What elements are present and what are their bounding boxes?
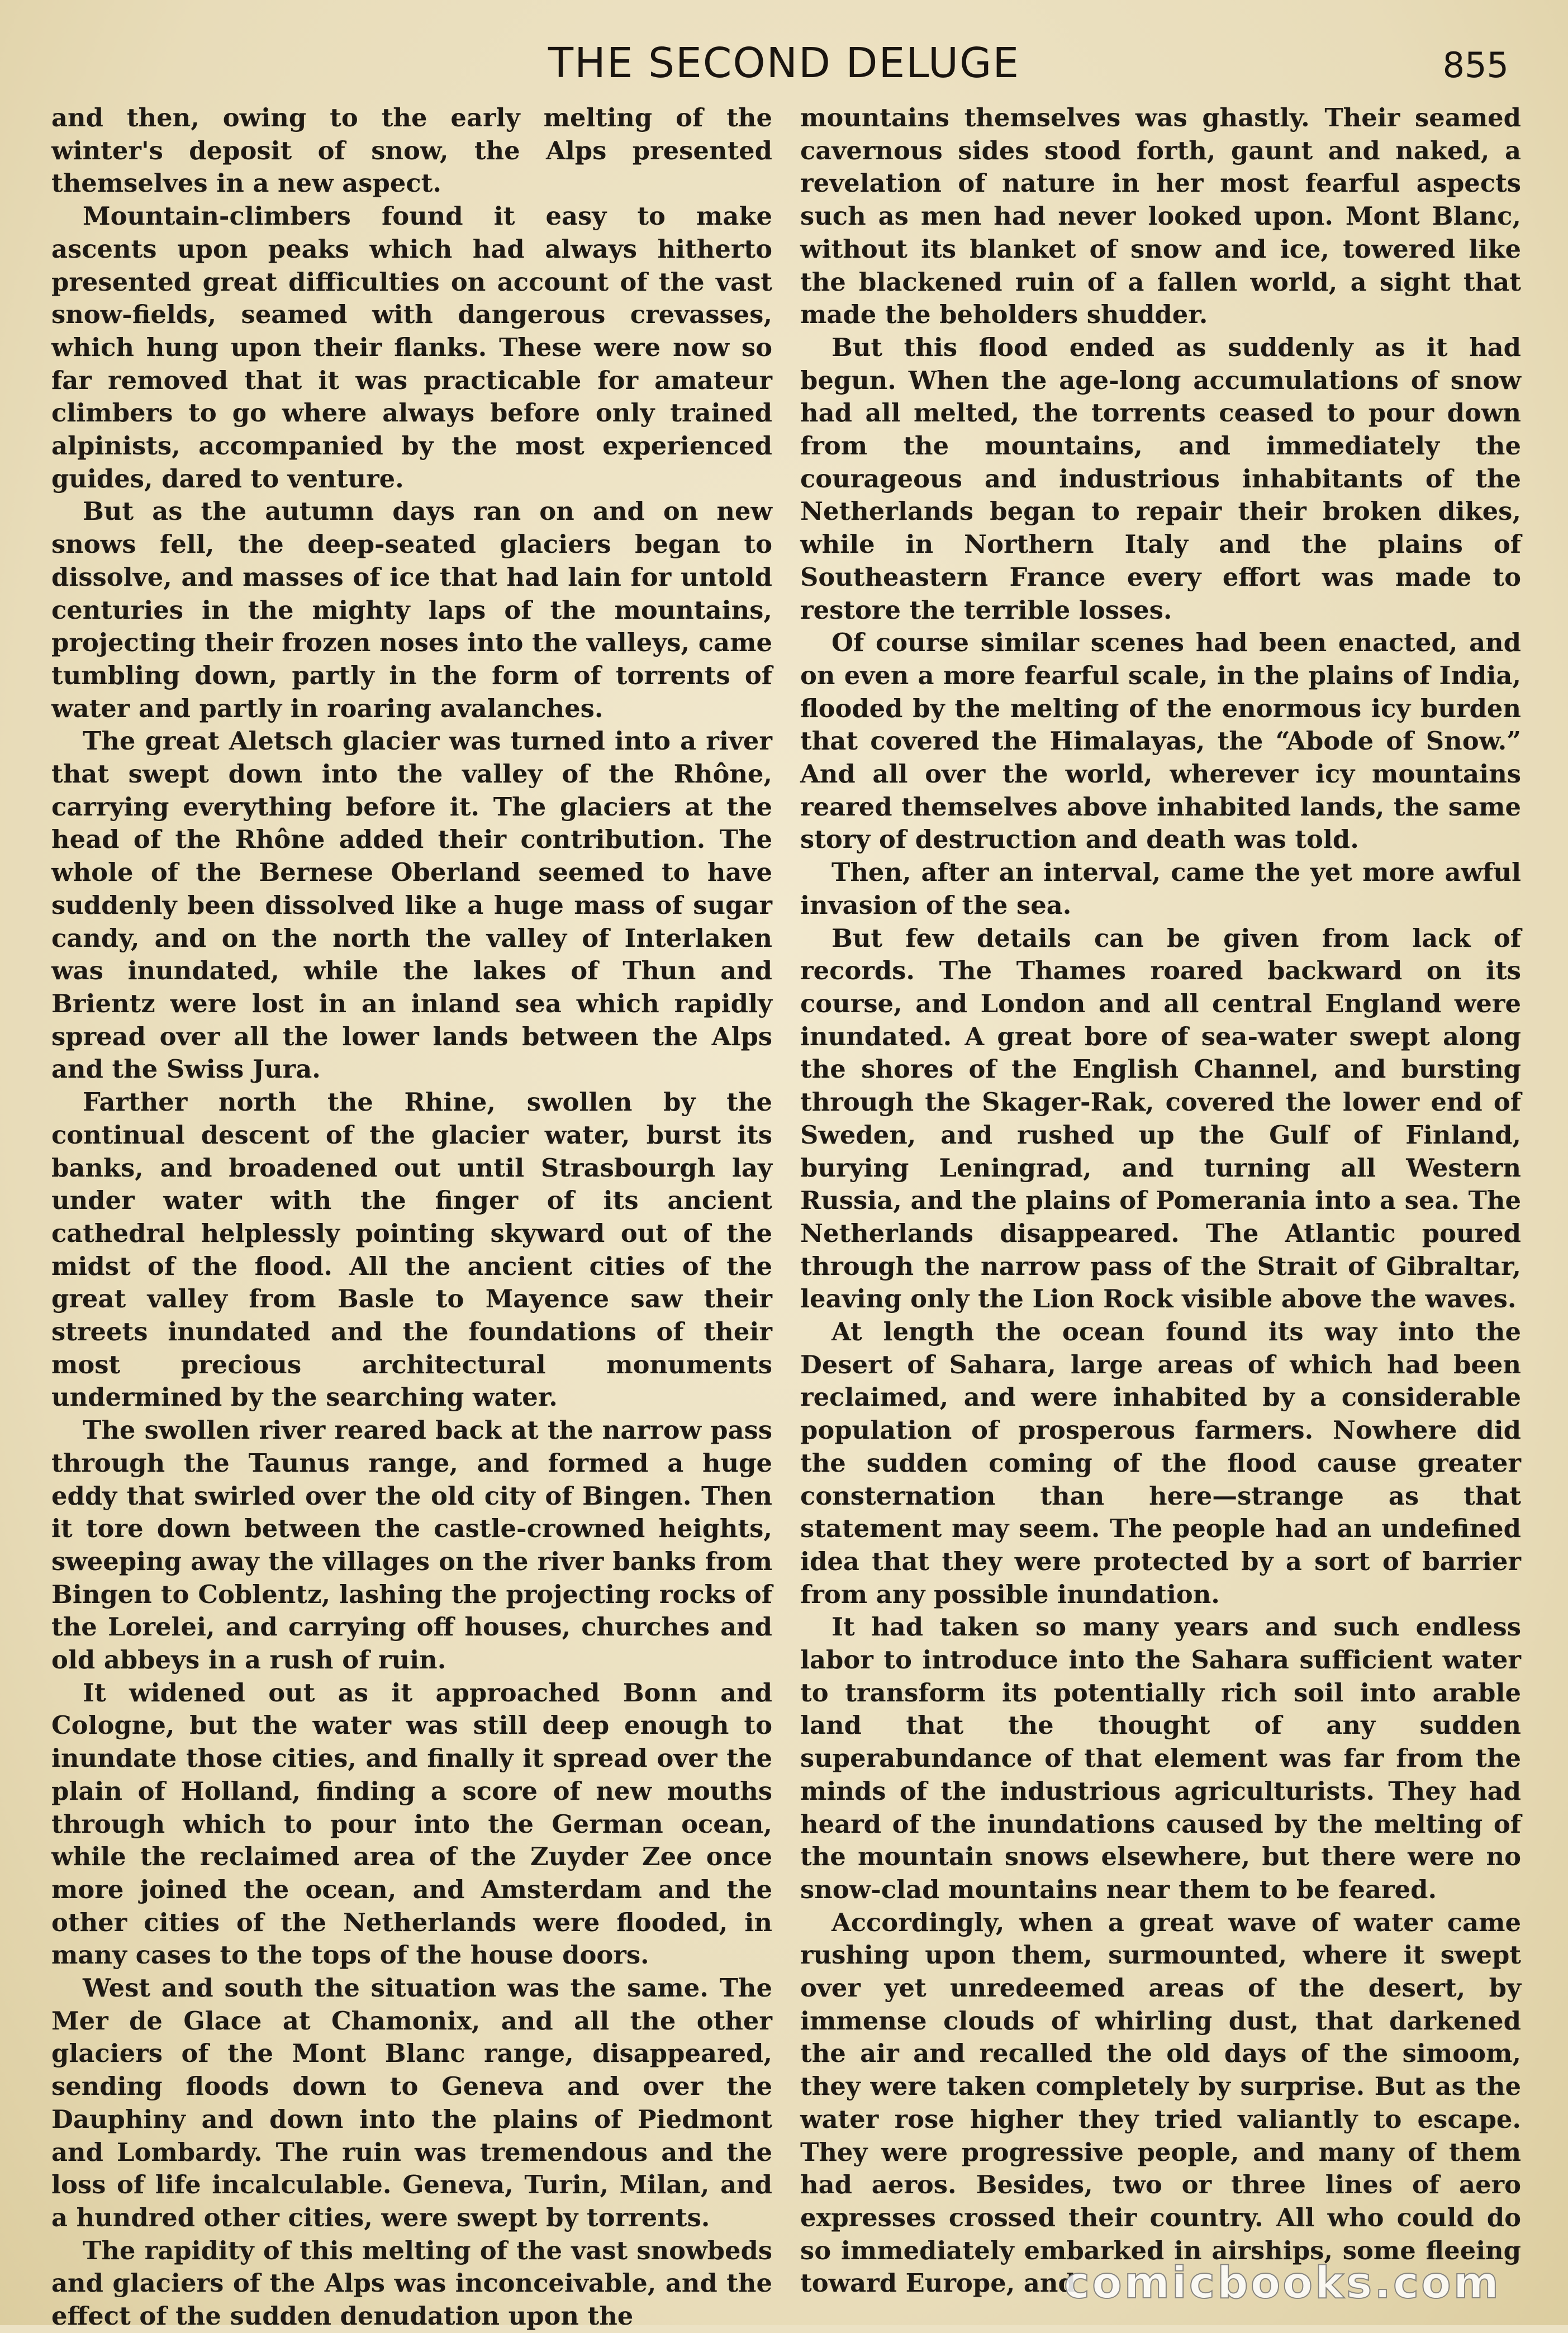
paragraph: Then, after an interval, came the yet more awful invasion of the sea. [800, 857, 1521, 920]
paragraph: At length the ocean found its way into the Desert of Sahara, large areas of which had been reclaimed, and were inhabited by a considerable population of prosperous farmers. Nowhere did the sudden coming of the flood cause greater consternation than here—strange as that statement may seem. The people had an undefined idea that they were protected by a sort of barrier from any possible inundation. [800, 1317, 1521, 1609]
paragraph: The great Aletsch glacier was turned into a river that swept down into the valley of the Rhône, carrying everything before it. The glaciers at the head of the Rhône added their contribution. The whole of the Bernese Oberland seemed to have suddenly been dissolved like a huge mass of sugar candy, and on the north the valley of Interlaken was inundated, while the lakes of Thun and Brientz were lost in an inland sea which rapidly spread over all the lower lands between the Alps and the Swiss Jura. [51, 726, 772, 1084]
page-number: 855 [1442, 45, 1509, 86]
paragraph: Accordingly, when a great wave of water came rushing upon them, surmounted, where it swept over yet unredeemed areas of the desert, by immense clouds of whirling dust, that darkened the air and recalled the old days of the simoom, they were taken completely by surprise. But as the water rose higher they tried valiantly to escape. They were progressive people, and many of them had aeros. Besides, two or three lines of aero expresses crossed their country. All who could do so immediately embarked in airships, some fleeing toward Europe, and [800, 1907, 1521, 2298]
right-column [800, 102, 1521, 2300]
paragraph: West and south the situation was the same. The Mer de Glace at Chamonix, and all the other glaciers of the Mont Blanc range, disappeared, sending floods down to Geneva and over the Dauphiny and down into the plains of Piedmont and Lombardy. The ruin was tremendous and the loss of life incalculable. Geneva, Turin, Milan, and a hundred other cities, were swept by torrents. [51, 1973, 772, 2232]
running-title: THE SECOND DELUGE [548, 39, 1020, 87]
left-column [51, 102, 772, 2333]
paragraph: But few details can be given from lack of records. The Thames roared backward on its course, and London and all central England were inundated. A great bore of sea-water swept along the shores of the English Channel, and bursting through the Skager-Rak, covered the lower end of Sweden, and rushed up the Gulf of Finland, burying Leningrad, and turning all Western Russia, and the plains of Pomerania into a sea. The Netherlands disappeared. The Atlantic poured through the narrow pass of the Strait of Gibraltar, leaving only the Lion Rock visible above the waves. [800, 923, 1521, 1314]
paragraph: The rapidity of this melting of the vast snowbeds and glaciers of the Alps was inconceivable, and the effect of the sudden denudation upon the [51, 2235, 772, 2331]
paragraph: But this flood ended as suddenly as it had begun. When the age-long accumulations of snow had all melted, the torrents ceased to pour down from the mountains, and immediately the courageous and industrious inhabitants of the Netherlands began to repair their broken dikes, while in Northern Italy and the plains of Southeastern France every effort was made to restore the terrible losses. [800, 332, 1521, 625]
paragraph: The swollen river reared back at the narrow pass through the Taunus range, and formed a huge eddy that swirled over the old city of Bingen. Then it tore down between the castle-crowned heights, sweeping away the villages on the river banks from Bingen to Coblentz, lashing the projecting rocks of the Lorelei, and carrying off houses, churches and old abbeys in a rush of ruin. [51, 1415, 772, 1675]
paragraph: Mountain-climbers found it easy to make ascents upon peaks which had always hitherto presented great difficulties on account of the vast snow-fields, seamed with dangerous crevasses, which hung upon their flanks. These were now so far removed that it was practicable for amateur climbers to go where always before only trained alpinists, accompanied by the most experienced guides, dared to venture. [51, 201, 772, 494]
watermark: comicbooks.com [1063, 2258, 1501, 2308]
page-header [0, 39, 1568, 101]
paragraph: It had taken so many years and such endless labor to introduce into the Sahara sufficient water to transform its potentially rich soil into arable land that the thought of any sudden superabundance of that element was far from the minds of the industrious agriculturists. They had heard of the inundations caused by the melting of the mountain snows elsewhere, but there were no snow-clad mountains near them to be feared. [800, 1612, 1521, 1904]
paragraph: It widened out as it approached Bonn and Cologne, but the water was still deep enough to inundate those cities, and finally it spread over the plain of Holland, finding a score of new mouths through which to pour into the German ocean, while the reclaimed area of the Zuyder Zee once more joined the ocean, and Amsterdam and the other cities of the Netherlands were flooded, in many cases to the tops of the house doors. [51, 1677, 772, 1970]
paragraph: mountains themselves was ghastly. Their seamed cavernous sides stood forth, gaunt and naked, a revelation of nature in her most fearful aspects such as men had never looked upon. Mont Blanc, without its blanket of snow and ice, towered like the blackened ruin of a fallen world, a sight that made the beholders shudder. [800, 103, 1521, 330]
paragraph: But as the autumn days ran on and on new snows fell, the deep-seated glaciers began to dissolve, and masses of ice that had lain for untold centuries in the mighty laps of the mountains, projecting their frozen noses into the valleys, came tumbling down, partly in the form of torrents of water and partly in roaring avalanches. [51, 496, 772, 723]
paragraph: Of course similar scenes had been enacted, and on even a more fearful scale, in the plains of India, flooded by the melting of the enormous icy burden that covered the Himalayas, the “Abode of Snow.” And all over the world, wherever icy mountains reared themselves above inhabited lands, the same story of destruction and death was told. [800, 628, 1521, 855]
paragraph: Farther north the Rhine, swollen by the continual descent of the glacier water, burst its banks, and broadened out until Strasbourgh lay under water with the finger of its ancient cathedral helplessly pointing skyward out of the midst of the flood. All the ancient cities of the great valley from Basle to Mayence saw their streets inundated and the foundations of their most precious architectural monuments undermined by the searching water. [51, 1087, 772, 1412]
paragraph: and then, owing to the early melting of the winter's deposit of snow, the Alps presented themselves in a new aspect. [51, 103, 772, 198]
